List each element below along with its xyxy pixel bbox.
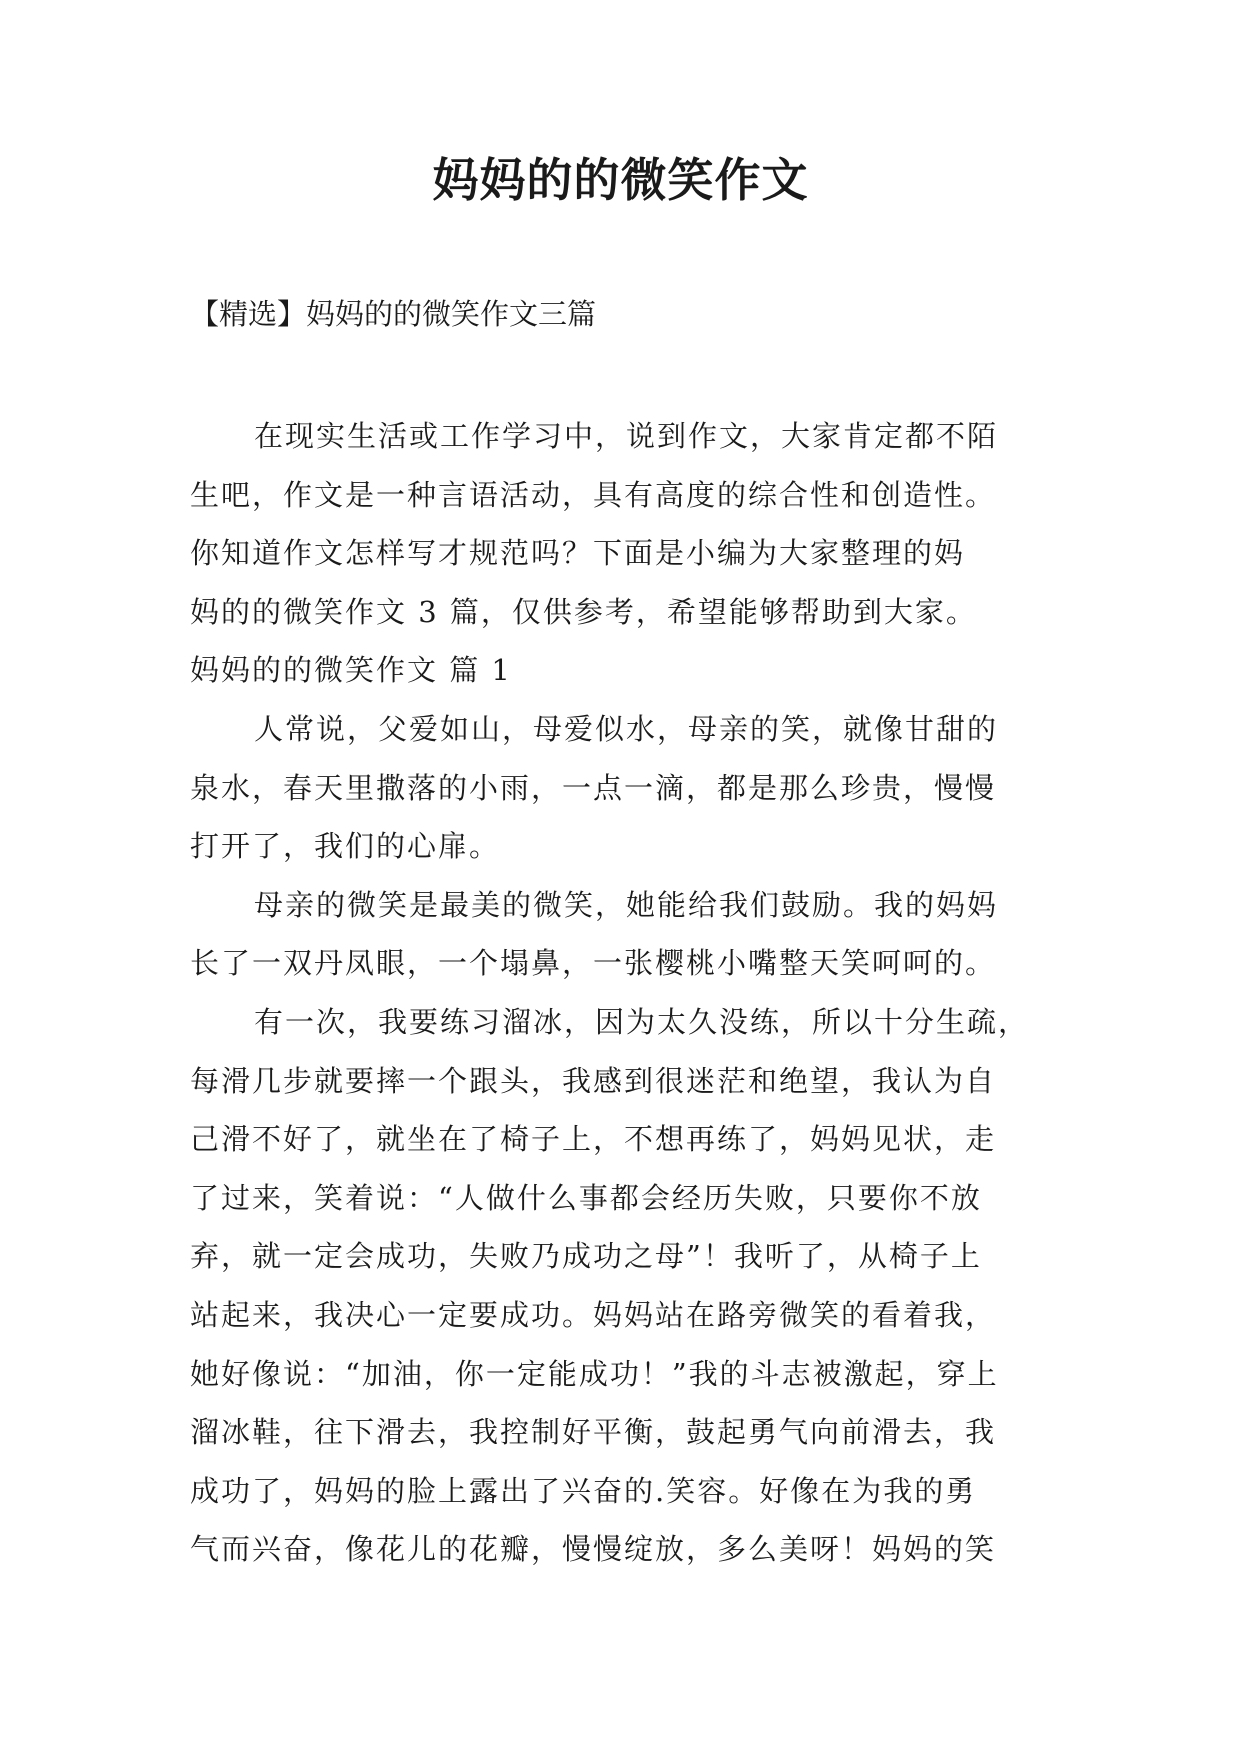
text-line: 打开了，我们的心扉。	[190, 829, 501, 864]
text-line: 你知道作文怎样写才规范吗？下面是小编为大家整理的妈	[190, 536, 966, 571]
text-line: 每滑几步就要摔一个跟头，我感到很迷茫和绝望，我认为自	[190, 1063, 997, 1098]
text-line: 生吧，作文是一种言语活动，具有高度的综合性和创造性。	[190, 477, 997, 512]
text-line: 母亲的微笑是最美的微笑，她能给我们鼓励。我的妈妈	[254, 887, 999, 922]
text-line: 溜冰鞋，往下滑去，我控制好平衡，鼓起勇气向前滑去，我	[190, 1415, 997, 1450]
text-line: 她好像说：“加油，你一定能成功！”我的斗志被激起，穿上	[190, 1356, 999, 1391]
document-title: 妈妈的的微笑作文	[432, 153, 809, 207]
text-line: 妈的的微笑作文 3 篇，仅供参考，希望能够帮助到大家。	[190, 594, 977, 629]
text-line: 有一次，我要练习溜冰，因为太久没练，所以十分生疏，	[254, 1004, 1030, 1039]
text-line: 了过来，笑着说：“人做什么事都会经历失败，只要你不放	[190, 1180, 982, 1215]
document-subtitle: 【精选】妈妈的的微笑作文三篇	[190, 297, 597, 331]
text-line: 人常说，父爱如山，母爱似水，母亲的笑，就像甘甜的	[254, 711, 999, 746]
text-line: 成功了，妈妈的脸上露出了兴奋的.笑容。好像在为我的勇	[190, 1473, 977, 1508]
text-line: 站起来，我决心一定要成功。妈妈站在路旁微笑的看着我，	[190, 1297, 997, 1332]
text-line: 泉水，春天里撒落的小雨，一点一滴，都是那么珍贵，慢慢	[190, 770, 997, 805]
text-line: 长了一双丹凤眼，一个塌鼻，一张樱桃小嘴整天笑呵呵的。	[190, 946, 997, 981]
text-line: 气而兴奋，像花儿的花瓣，慢慢绽放，多么美呀！妈妈的笑	[190, 1532, 997, 1567]
section-heading: 妈妈的的微笑作文 篇 1	[190, 653, 512, 688]
document-body	[190, 407, 1070, 1579]
text-line: 己滑不好了，就坐在了椅子上，不想再练了，妈妈见状，走	[190, 1122, 997, 1157]
text-line: 弃，就一定会成功，失败乃成功之母”！我听了，从椅子上	[190, 1239, 982, 1274]
text-line: 在现实生活或工作学习中，说到作文，大家肯定都不陌	[254, 419, 999, 453]
